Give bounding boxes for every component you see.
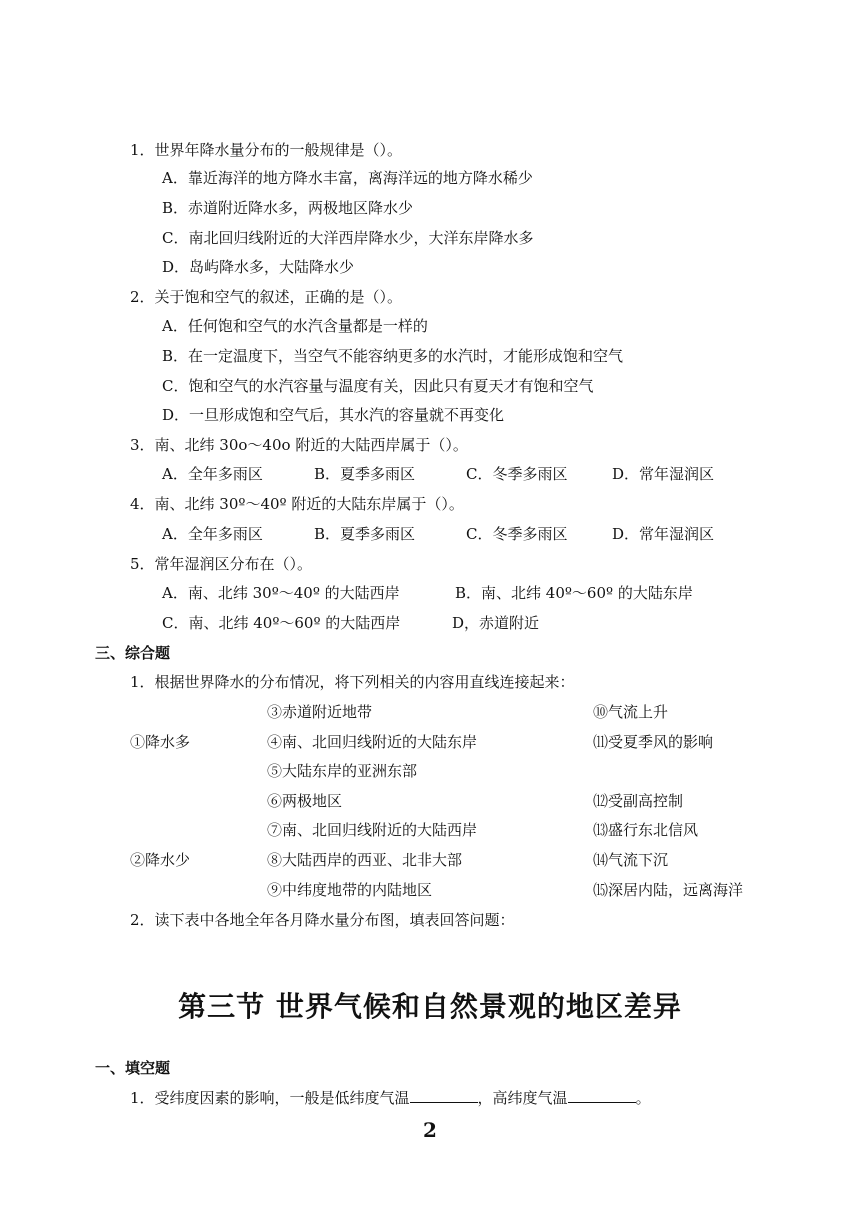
question-5: 5．常年湿润区分布在（）。 [130,555,313,573]
fill-question-1-part-b: ，高纬度气温 [477,1089,568,1107]
match-right-item: ⒀盛行东北信风 [593,821,699,839]
question-3-option-c: C．冬季多雨区 [466,465,568,483]
match-middle-item: ④南、北回归线附近的大陆东岸 [267,733,478,751]
question-3-option-d: D．常年湿润区 [612,465,715,483]
question-4-option-d: D．常年湿润区 [612,525,715,543]
question-5-option-b: B．南、北纬 40º～60º 的大陆东岸 [455,584,693,602]
answer-blank[interactable] [410,1088,478,1103]
question-1-option-c: C．南北回归线附近的大洋西岸降水少，大洋东岸降水多 [162,229,534,247]
match-right-item: ⑾受夏季风的影响 [593,733,714,751]
question-3-option-b: B．夏季多雨区 [314,465,416,483]
section-heading-comprehensive: 三、综合题 [95,644,171,662]
question-3: 3．南、北纬 30o～40o 附近的大陆西岸属于（）。 [130,436,468,454]
section3-question-2: 2．读下表中各地全年各月降水量分布图，填表回答问题： [130,911,515,929]
match-middle-item: ⑧大陆西岸的西亚、北非大部 [267,851,463,869]
question-1-option-d: D．岛屿降水多，大陆降水少 [162,258,355,276]
match-middle-item: ③赤道附近地带 [267,703,373,721]
match-right-item: ⑩气流上升 [593,703,669,721]
match-middle-item: ⑦南、北回归线附近的大陆西岸 [267,821,478,839]
question-2: 2．关于饱和空气的叙述，正确的是（）。 [130,288,403,306]
match-middle-item: ⑤大陆东岸的亚洲东部 [267,762,418,780]
match-right-item: ⒁气流下沉 [593,851,669,869]
question-5-option-c: C．南、北纬 40º～60º 的大陆西岸 [162,614,401,632]
question-2-option-b: B．在一定温度下，当空气不能容纳更多的水汽时，才能形成饱和空气 [162,347,624,365]
match-left-item: ①降水多 [130,733,191,751]
question-2-option-a: A．任何饱和空气的水汽含量都是一样的 [162,317,428,335]
section3-question-1: 1．根据世界降水的分布情况，将下列相关的内容用直线连接起来： [130,673,575,691]
chapter-title: 第三节 世界气候和自然景观的地区差异 [178,990,682,1023]
fill-question-1 [130,1088,651,1108]
question-4: 4．南、北纬 30º～40º 附近的大陆东岸属于（）。 [130,495,464,513]
match-right-item: ⑿受副高控制 [593,792,684,810]
question-3-option-a: A．全年多雨区 [162,465,263,483]
question-2-option-c: C．饱和空气的水汽容量与温度有关，因此只有夏天才有饱和空气 [162,377,594,395]
question-1-option-b: B．赤道附近降水多，两极地区降水少 [162,199,414,217]
question-2-option-d: D．一旦形成饱和空气后，其水汽的容量就不再变化 [162,406,505,424]
match-middle-item: ⑥两极地区 [267,792,343,810]
answer-blank[interactable] [568,1088,636,1103]
question-1-option-a: A．靠近海洋的地方降水丰富，离海洋远的地方降水稀少 [162,169,533,187]
question-1: 1．世界年降水量分布的一般规律是（）。 [130,141,403,159]
match-left-item: ②降水少 [130,851,191,869]
match-right-item: ⒂深居内陆，远离海洋 [593,881,744,899]
question-5-option-a: A．南、北纬 30º～40º 的大陆西岸 [162,584,400,602]
fill-question-1-part-c: 。 [635,1089,651,1107]
match-middle-item: ⑨中纬度地带的内陆地区 [267,881,433,899]
question-4-option-a: A．全年多雨区 [162,525,263,543]
question-5-option-d: D，赤道附近 [452,614,540,632]
fill-question-1-part-a: 1．受纬度因素的影响，一般是低纬度气温 [130,1089,410,1107]
question-4-option-b: B．夏季多雨区 [314,525,416,543]
section-heading-fill-in: 一、填空题 [95,1059,171,1077]
page-number: 2 [423,1118,437,1142]
question-4-option-c: C．冬季多雨区 [466,525,568,543]
